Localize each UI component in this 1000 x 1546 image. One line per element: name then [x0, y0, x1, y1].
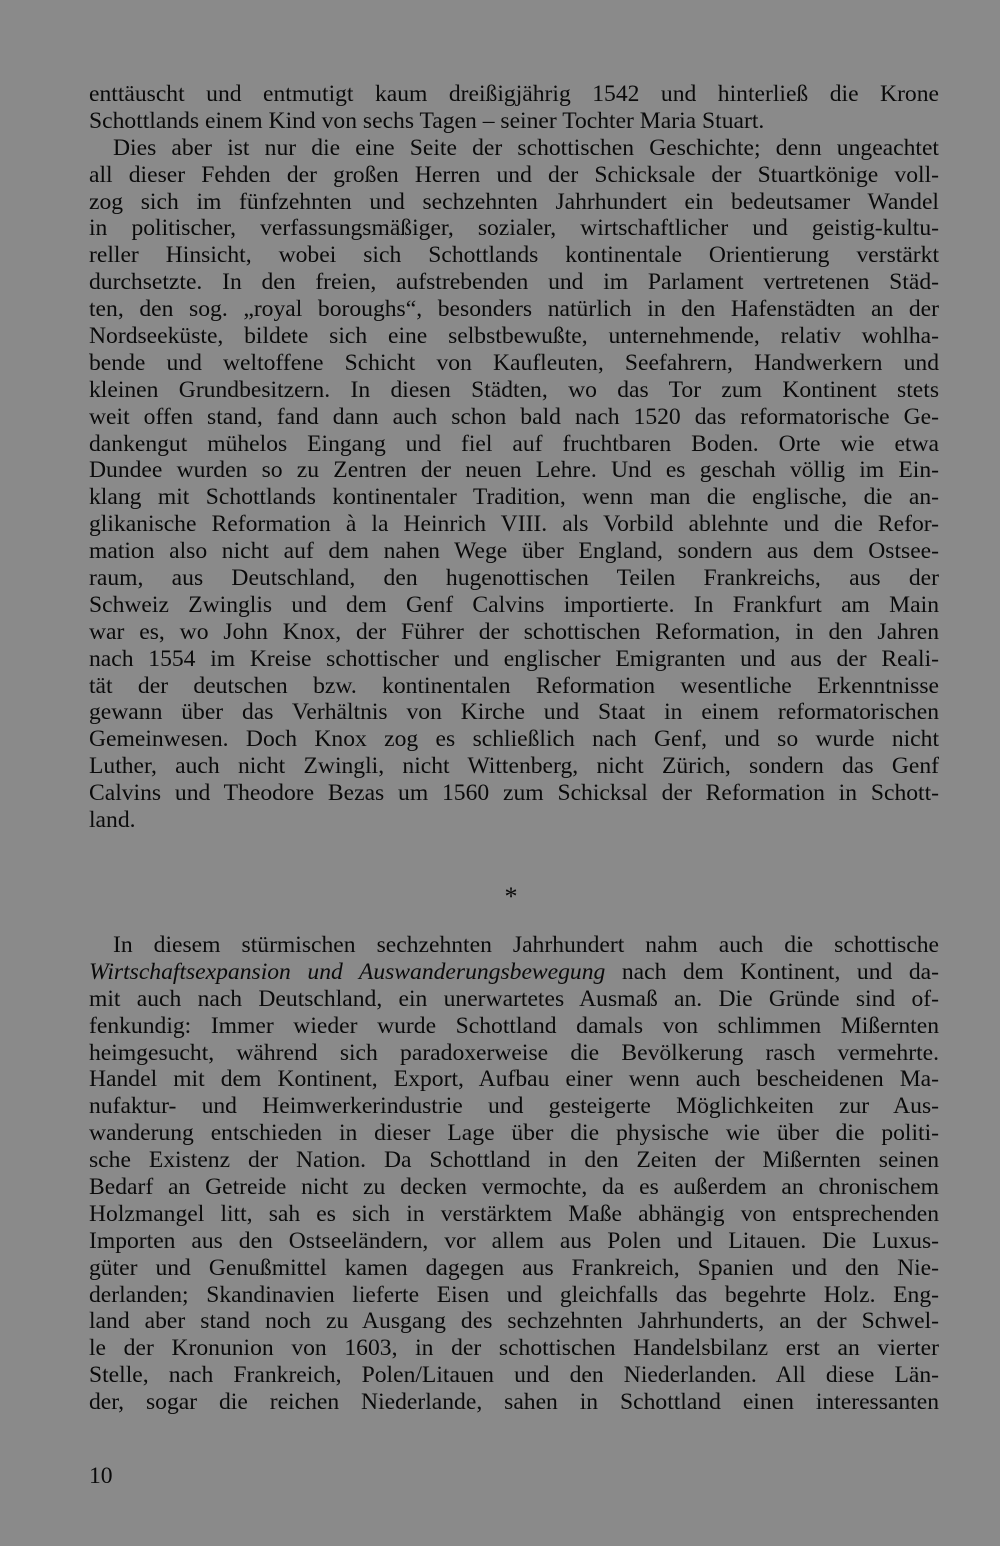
text-line: nufaktur- und Heimwerkerindustrie und gesteigerte Möglichkeiten zur Aus- [89, 1093, 939, 1120]
text-line: wanderung entschieden in dieser Lage über die physische wie über die politi- [89, 1120, 939, 1147]
text-line: land. [89, 807, 136, 834]
text-line: derlanden; Skandinavien lieferte Eisen und gleichfalls das begehrte Holz. Eng- [89, 1281, 939, 1308]
text-line: Importen aus den Ostseeländern, vor allem aus Polen und Litauen. Die Luxus- [89, 1227, 939, 1254]
text-line: mit auch nach Deutschland, ein unerwartetes Ausmaß an. Die Gründe sind of- [89, 985, 939, 1012]
text-line: bende und weltoffene Schicht von Kaufleuten, Seefahrern, Handwerkern und [89, 349, 939, 376]
italic-phrase: Wirtschaftsexpansion und Auswanderungsbewegung [89, 958, 606, 985]
text-line: all dieser Fehden der großen Herren und der Schicksale der Stuartkönige voll- [89, 161, 939, 188]
text-line: nach 1554 im Kreise schottischer und englischer Emigranten und aus der Reali- [89, 645, 939, 672]
text-line: klang mit Schottlands kontinentaler Tradition, wenn man die englische, die an- [89, 484, 939, 511]
text-line: zog sich im fünfzehnten und sechzehnten Jahrhundert ein bedeutsamer Wandel [89, 188, 939, 215]
text-line: Stelle, nach Frankreich, Polen/Litauen und den Niederlanden. All diese Län- [89, 1362, 939, 1389]
text-line: Luther, auch nicht Zwingli, nicht Wittenberg, nicht Zürich, sondern das Genf [89, 753, 939, 780]
text-line: Schweiz Zwinglis und dem Genf Calvins importierte. In Frankfurt am Main [89, 591, 939, 618]
text-line: der, sogar die reichen Niederlande, sahen in Schottland einen interessanten [89, 1389, 939, 1416]
text-line: Gemeinwesen. Doch Knox zog es schließlich nach Genf, und so wurde nicht [89, 726, 939, 753]
page-number: 10 [89, 1463, 113, 1489]
text-line: Nordseeküste, bildete sich eine selbstbewußte, unternehmende, relativ wohlha- [89, 323, 939, 350]
text-line: Schottlands einem Kind von sechs Tagen – seiner Tochter Maria Stuart. [89, 107, 765, 134]
text-line: war es, wo John Knox, der Führer der schottischen Reformation, in den Jahren [89, 618, 939, 645]
text-line: durchsetzte. In den freien, aufstrebenden und im Parlament vertretenen Städ- [89, 269, 939, 296]
text-line: Handel mit dem Kontinent, Export, Aufbau einer wenn auch bescheidenen Ma- [89, 1066, 939, 1093]
text-section-1 [89, 81, 939, 834]
text-line: le der Kronunion von 1603, in der schottischen Handelsbilanz erst an vierter [89, 1335, 939, 1362]
text-section-2 [89, 932, 939, 1416]
text-line: In diesem stürmischen sechzehnten Jahrhundert nahm auch die schottische [113, 932, 939, 958]
text-line: Holzmangel litt, sah es sich in verstärktem Maße abhängig von entsprechenden [89, 1200, 939, 1227]
section-separator: * [504, 882, 518, 911]
text-line: fenkundig: Immer wieder wurde Schottland damals von schlimmen Mißernten [89, 1012, 939, 1039]
text-line: güter und Genußmittel kamen dagegen aus Frankreich, Spanien und den Nie- [89, 1254, 939, 1281]
text-line: raum, aus Deutschland, den hugenottischen Teilen Frankreichs, aus der [89, 565, 939, 592]
text-line: tät der deutschen bzw. kontinentalen Reformation wesentliche Erkenntnisse [89, 672, 939, 699]
text-line: weit offen stand, fand dann auch schon bald nach 1520 das reformatorische Ge- [89, 403, 939, 430]
text-line: Calvins und Theodore Bezas um 1560 zum Schicksal der Reformation in Schott- [89, 780, 939, 807]
text-line: dankengut mühelos Eingang und fiel auf fruchtbaren Boden. Orte wie etwa [89, 430, 939, 457]
text-line: heimgesucht, während sich paradoxerweise die Bevölkerung rasch vermehrte. [89, 1039, 939, 1066]
text-line: enttäuscht und entmutigt kaum dreißigjährig 1542 und hinterließ die Krone [89, 81, 939, 107]
text-line [89, 959, 939, 986]
text-line: mation also nicht auf dem nahen Wege über England, sondern aus dem Ostsee- [89, 538, 939, 565]
text-line: ten, den sog. „royal boroughs“, besonders natürlich in den Hafenstädten an der [89, 296, 939, 323]
text-line: kleinen Grundbesitzern. In diesen Städten, wo das Tor zum Kontinent stets [89, 376, 939, 403]
text-line: glikanische Reformation à la Heinrich VIII. als Vorbild ablehnte und die Refor- [89, 511, 939, 538]
text-fragment: nach dem Kontinent, und da- [605, 958, 939, 985]
text-line: land aber stand noch zu Ausgang des sechzehnten Jahrhunderts, an der Schwel- [89, 1308, 939, 1335]
text-line: Dies aber ist nur die eine Seite der schottischen Geschichte; denn ungeachtet [113, 134, 939, 161]
text-line: reller Hinsicht, wobei sich Schottlands kontinentale Orientierung verstärkt [89, 242, 939, 269]
text-line: sche Existenz der Nation. Da Schottland in den Zeiten der Mißernten seinen [89, 1147, 939, 1174]
text-line: Bedarf an Getreide nicht zu decken vermochte, da es außerdem an chronischem [89, 1174, 939, 1201]
text-line: in politischer, verfassungsmäßiger, sozialer, wirtschaftlicher und geistig-kultu- [89, 215, 939, 242]
text-line: Dundee wurden so zu Zentren der neuen Lehre. Und es geschah völlig im Ein- [89, 457, 939, 484]
text-line: gewann über das Verhältnis von Kirche und Staat in einem reformatorischen [89, 699, 939, 726]
